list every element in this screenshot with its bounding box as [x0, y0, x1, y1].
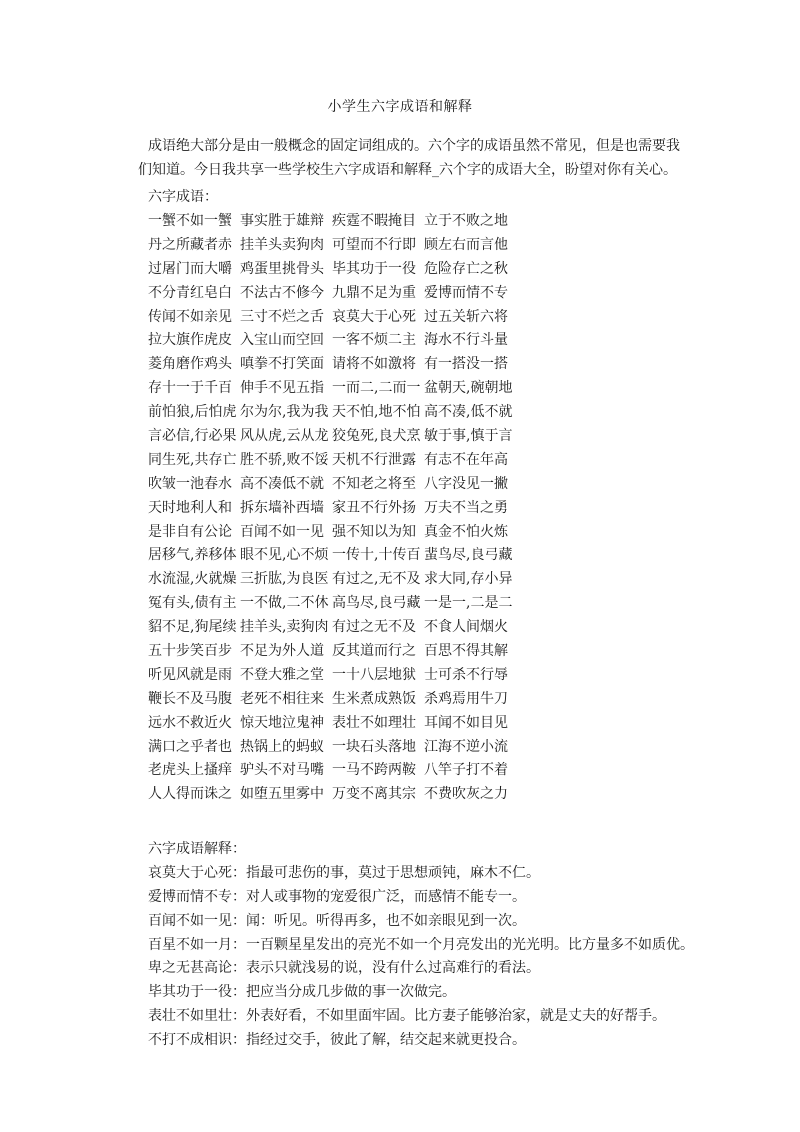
idiom-cell: 不知老之将至: [332, 475, 416, 492]
intro-paragraph: [138, 134, 688, 182]
idiom-cell: 不法古不修今: [240, 284, 324, 301]
idiom-cell: 表壮不如理壮: [332, 714, 416, 731]
idiom-cell: 拆东墙补西墙: [240, 499, 324, 516]
idiom-cell: 三折肱,为良医: [240, 571, 329, 588]
idiom-row: [148, 306, 516, 330]
idiom-cell: 鞭长不及马腹: [148, 690, 232, 707]
idiom-row: [148, 544, 516, 568]
idiom-cell: 存十一于千百: [148, 380, 232, 397]
idiom-cell: 人人得而诛之: [148, 786, 232, 803]
idiom-cell: 八字没见一撇: [424, 475, 508, 492]
idiom-cell: 一马不跨两鞍: [332, 762, 416, 779]
idiom-cell: 菱角磨作鸡头: [148, 356, 232, 373]
idiom-cell: 危险存亡之秋: [424, 260, 508, 277]
idiom-cell: 过屠门而大嚼: [148, 260, 232, 277]
explanation-item: 百星不如一月：一百颗星星发出的亮光不如一个月亮发出的光光明。比方量多不如质优。: [148, 936, 694, 953]
intro-line: 成语绝大部分是由一般概念的固定词组成的。六个字的成语虽然不常见，但是也需要我: [148, 138, 680, 154]
idiom-cell: 有过之无不及: [332, 619, 416, 636]
idiom-cell: 丹之所藏者赤: [148, 236, 232, 253]
idiom-cell: 天机不行泄露: [332, 451, 416, 468]
idiom-row: [148, 473, 516, 497]
idiom-row: [148, 640, 516, 664]
idiom-row: [148, 425, 516, 449]
idiom-cell: 强不知以为知: [332, 523, 416, 540]
idiom-cell: 士可杀不行辱: [424, 666, 508, 683]
idiom-cell: 生米煮成熟饭: [332, 690, 416, 707]
idiom-row: [148, 783, 516, 807]
idiom-cell: 高不凑低不就: [240, 475, 324, 492]
intro-line: 们知道。今日我共享一些学校生六字成语和解释_六个字的成语大全，盼望对你有关心。: [138, 162, 677, 178]
idiom-cell: 一是一,二是二: [424, 595, 513, 612]
idiom-cell: 一不做,二不休: [240, 595, 329, 612]
idiom-cell: 可望而不行即: [332, 236, 416, 253]
idiom-cell: 冤有头,债有主: [148, 595, 237, 612]
idiom-cell: 一传十,十传百: [332, 547, 421, 564]
idiom-cell: 有志不在年高: [424, 451, 508, 468]
idiom-cell: 求大同,存小异: [424, 571, 513, 588]
idiom-cell: 杀鸡焉用牛刀: [424, 690, 508, 707]
idiom-cell: 反其道而行之: [332, 643, 416, 660]
idiom-cell: 海水不行斗量: [424, 332, 508, 349]
idiom-cell: 有一搭没一搭: [424, 356, 508, 373]
idiom-row: [148, 449, 516, 473]
idiom-cell: 居移气,养移体: [148, 547, 237, 564]
idiom-cell: 不费吹灰之力: [424, 786, 508, 803]
idiom-cell: 高鸟尽,良弓藏: [332, 595, 421, 612]
idiom-cell: 传闻不如亲见: [148, 308, 232, 325]
idiom-cell: 远水不救近火: [148, 714, 232, 731]
idiom-cell: 是非自有公论: [148, 523, 232, 540]
idiom-cell: 一蟹不如一蟹: [148, 213, 232, 229]
explanation-item: 百闻不如一见：闻：听见。听得再多，也不如亲眼见到一次。: [148, 912, 526, 929]
idiom-cell: 事实胜于雄辩: [240, 213, 324, 229]
explanation-item: 爱博而情不专：对人或事物的宠爱很广泛，而感情不能专一。: [148, 888, 526, 905]
idiom-row: [148, 497, 516, 521]
idiom-cell: 不足为外人道: [240, 643, 324, 660]
idiom-cell: 不登大雅之堂: [240, 666, 324, 683]
explanation-heading: 六字成语解释：: [148, 841, 246, 857]
idiom-cell: 言必信,行必果: [148, 428, 237, 445]
idiom-cell: 热锅上的蚂蚁: [240, 738, 324, 755]
idiom-cell: 嗔拳不打笑面: [240, 356, 324, 373]
idiom-cell: 过五关斩六将: [424, 308, 508, 325]
idiom-cell: 驴头不对马嘴: [240, 762, 324, 779]
idiom-row: [148, 401, 516, 425]
explanation-list: [148, 838, 708, 1053]
idiom-cell: 百思不得其解: [424, 643, 508, 660]
idiom-cell: 家丑不行外扬: [332, 499, 416, 516]
idiom-row: [148, 664, 516, 688]
explanation-item: 表壮不如里壮：外表好看，不如里面牢固。比方妻子能够治家，就是丈夫的好帮手。: [148, 1008, 666, 1025]
idiom-cell: 满口之乎者也: [148, 738, 232, 755]
idiom-cell: 九鼎不足为重: [332, 284, 416, 301]
page-title: 小学生六字成语和解释: [327, 99, 473, 115]
idiom-row: [148, 353, 516, 377]
idiom-cell: 挂羊头,卖狗肉: [240, 619, 329, 636]
idiom-cell: 一块石头落地: [332, 738, 416, 755]
idiom-cell: 挂羊头卖狗肉: [240, 236, 324, 253]
idiom-cell: 听见风就是雨: [148, 666, 232, 683]
idiom-cell: 高不凑,低不就: [424, 404, 513, 421]
idiom-cell: 真金不怕火炼: [424, 523, 508, 540]
idiom-row: [148, 234, 516, 258]
idiom-cell: 八竿子打不着: [424, 762, 508, 779]
idiom-cell: 惊天地泣鬼神: [240, 714, 324, 731]
explanation-item: 不打不成相识：指经过交手，彼此了解，结交起来就更投合。: [148, 1032, 526, 1049]
idiom-cell: 貂不足,狗尾续: [148, 619, 237, 636]
explanation-item: 毕其功于一役：把应当分成几步做的事一次做完。: [148, 984, 456, 1001]
idiom-cell: 老死不相往来: [240, 690, 324, 707]
idiom-cell: 风从虎,云从龙: [240, 428, 329, 445]
idiom-row: [148, 210, 516, 234]
idiom-cell: 一而二,二而一: [332, 380, 421, 397]
idiom-row: [148, 759, 516, 783]
idiom-cell: 五十步笑百步: [148, 643, 232, 660]
idiom-cell: 尔为尔,我为我: [240, 404, 329, 421]
idiom-row: [148, 282, 516, 306]
idiom-row: [148, 736, 516, 760]
idiom-cell: 鸡蛋里挑骨头: [240, 260, 324, 277]
idiom-row: [148, 521, 516, 545]
idiom-cell: 请将不如激将: [332, 356, 416, 373]
idiom-cell: 敏于事,慎于言: [424, 428, 513, 445]
idiom-row: [148, 592, 516, 616]
idiom-row: [148, 377, 516, 401]
idiom-cell: 万变不离其宗: [332, 786, 416, 803]
idiom-row: [148, 258, 516, 282]
idiom-cell: 同生死,共存亡: [148, 451, 237, 468]
idiom-cell: 盆朝天,碗朝地: [424, 380, 513, 397]
idiom-cell: 蜚鸟尽,良弓藏: [424, 547, 513, 564]
idiom-cell: 毕其功于一役: [332, 260, 416, 277]
idiom-cell: 伸手不见五指: [240, 380, 324, 397]
idiom-cell: 胜不骄,败不馁: [240, 451, 329, 468]
idiom-row: [148, 329, 516, 353]
idiom-cell: 入宝山而空回: [240, 332, 324, 349]
idiom-cell: 三寸不烂之舌: [240, 308, 324, 325]
idiom-cell: 天时地利人和: [148, 499, 232, 516]
idiom-cell: 哀莫大于心死: [332, 308, 416, 325]
idiom-cell: 水流湿,火就燥: [148, 571, 237, 588]
idiom-row: [148, 568, 516, 592]
idiom-cell: 不分青红皂白: [148, 284, 232, 301]
idiom-row: [148, 616, 516, 640]
idiom-cell: 不食人间烟火: [424, 619, 508, 636]
idiom-cell: 如堕五里雾中: [240, 786, 324, 803]
idiom-cell: 一十八层地狱: [332, 666, 416, 683]
idiom-grid: [148, 210, 516, 807]
idiom-cell: 狡兔死,良犬烹: [332, 428, 421, 445]
idiom-cell: 万夫不当之勇: [424, 499, 508, 516]
idiom-cell: 耳闻不如目见: [424, 714, 508, 731]
idiom-cell: 老虎头上搔痒: [148, 762, 232, 779]
idiom-cell: 拉大旗作虎皮: [148, 332, 232, 349]
explanation-item: 哀莫大于心死：指最可悲伤的事，莫过于思想顽钝，麻木不仁。: [148, 864, 540, 881]
idiom-cell: 疾霆不暇掩目: [332, 213, 416, 229]
idiom-cell: 一客不烦二主: [332, 332, 416, 349]
idiom-cell: 立于不败之地: [424, 213, 508, 229]
idiom-cell: 前怕狼,后怕虎: [148, 404, 237, 421]
idiom-list-heading: 六字成语：: [148, 189, 218, 205]
explanation-item: 卑之无甚高论：表示只就浅易的说，没有什么过高难行的看法。: [148, 960, 540, 977]
idiom-row: [148, 712, 516, 736]
idiom-cell: 有过之,无不及: [332, 571, 421, 588]
idiom-cell: 天不怕,地不怕: [332, 404, 421, 421]
idiom-cell: 爱博而情不专: [424, 284, 508, 301]
idiom-cell: 顾左右而言他: [424, 236, 508, 253]
idiom-cell: 百闻不如一见: [240, 523, 324, 540]
idiom-cell: 眼不见,心不烦: [240, 547, 329, 564]
idiom-cell: 江海不逆小流: [424, 738, 508, 755]
idiom-cell: 吹皱一池春水: [148, 475, 232, 492]
idiom-row: [148, 688, 516, 712]
